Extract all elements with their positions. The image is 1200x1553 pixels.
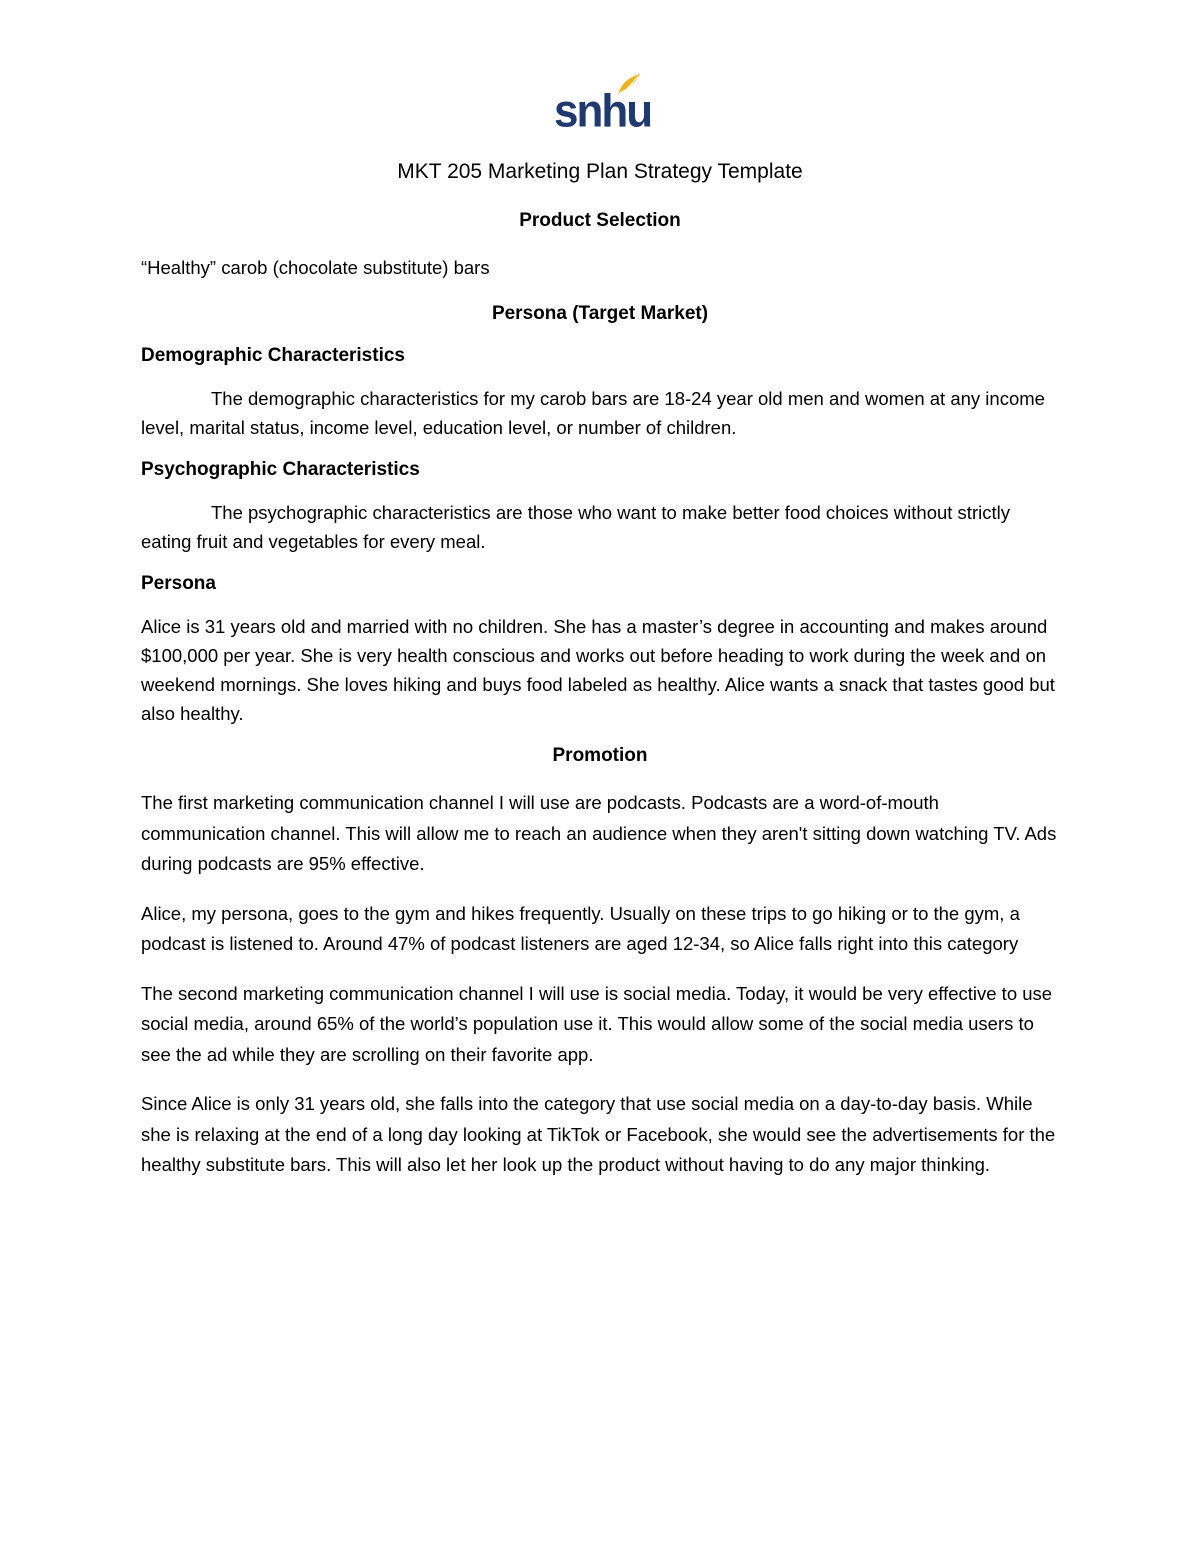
persona-section-heading: Persona (Target Market) [491,303,709,324]
promotion-paragraph: Since Alice is only 31 years old, she falls into the category that use social media on a day-to-day basis. While she is relaxing at the end of a long day looking at TikTok or Facebook, she would see the advertisements for the healthy substitute bars. This will also let her look up the product without having to do any major thinking. [141,1093,1056,1175]
promotion-paragraph: Alice, my persona, goes to the gym and hikes frequently. Usually on these trips to go hiking or to the gym, a podcast is listened to. Around 47% of podcast listeners are aged 12-34, so Alice falls right into this category [141,902,1020,954]
product-selection-heading: Product Selection [519,210,681,231]
persona-text: Alice is 31 years old and married with no children. She has a master’s degree in accounting and makes around $100,000 per year. She is very health conscious and works out before heading to work during the week and on weekend mornings. She loves hiking and buys food labeled as healthy. Alice wants a snack that tastes good but also healthy. [141,616,1055,724]
promotion-heading: Promotion [552,745,648,766]
logo-text: snhu [554,85,652,138]
product-selection-text: “Healthy” carob (chocolate substitute) bars [141,257,490,278]
demographic-heading: Demographic Characteristics [141,345,405,366]
snhu-logo [554,72,652,138]
document-body [141,155,1059,1181]
promotion-paragraph: The second marketing communication channel I will use is social media. Today, it would be very effective to use social media, around 65% of the world’s population use it. This would allow some of the social media users to see the ad while they are scrolling on their favorite app. [141,982,1053,1065]
persona-heading: Persona [141,573,216,594]
promotion-paragraph: The first marketing communication channel I will use are podcasts. Podcasts are a word-of-mouth communication channel. This will allow me to reach an audience when they aren't sitting down watching TV. Ads during podcasts are 95% effective. [141,792,1057,874]
psychographic-heading: Psychographic Characteristics [141,459,420,480]
page-title: MKT 205 Marketing Plan Strategy Template [397,160,803,183]
demographic-text: The demographic characteristics for my carob bars are 18-24 year old men and women at any income level, marital status, income level, education level, or number of children. [141,388,1045,438]
psychographic-text: The psychographic characteristics are those who want to make better food choices without strictly eating fruit and vegetables for every meal. [141,502,1010,552]
